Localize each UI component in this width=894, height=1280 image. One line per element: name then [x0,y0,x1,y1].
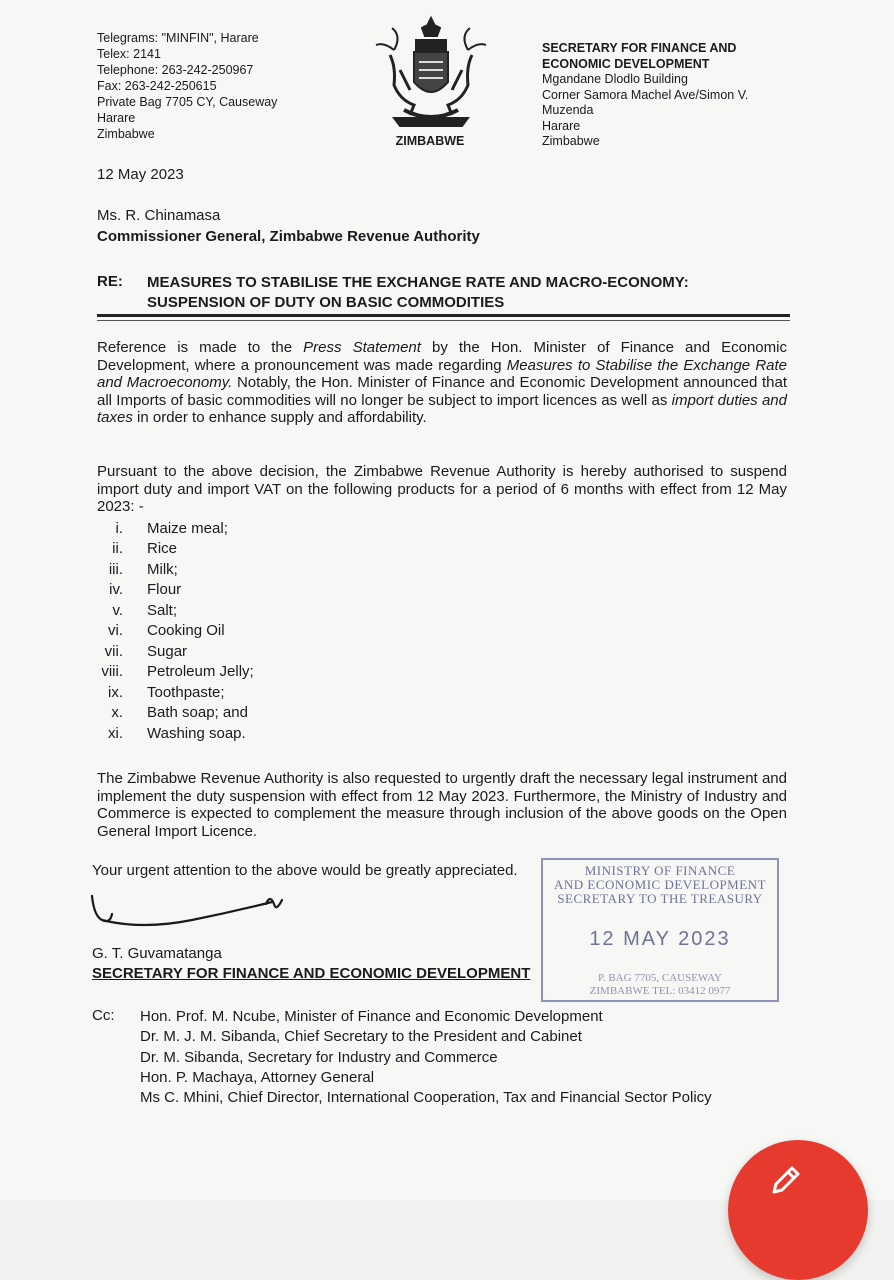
cc-list [140,1007,712,1108]
text-run-italic: import duties and taxes [97,391,787,426]
list-text: Petroleum Jelly; [147,663,254,681]
list-text: Washing soap. [147,724,246,742]
stamp-line: SECRETARY TO THE TREASURY [557,891,763,906]
recipient-title: Commissioner General, Zimbabwe Revenue Authority [97,228,480,245]
subject-label: RE: [97,273,123,290]
list-item [97,539,254,560]
text-run-italic: Press Statement [303,339,421,356]
body-paragraph-3: The Zimbabwe Revenue Authority is also requested to urgently draft the necessary legal instrument and implement the duty suspension with effect from 12 May 2023. Furthermore, the Ministry of Industry and Commerce is expected to complement the measure through inclusion of the above goods on the Open General Import Licence. [97,770,787,840]
signer-name: G. T. Guvamatanga [92,945,222,962]
list-text: Milk; [147,560,178,578]
list-numeral: iv. [109,581,123,599]
crest-label: ZIMBABWE [395,134,465,148]
recipient-block [97,205,480,247]
cc-recipient: Dr. M. Sibanda, Secretary for Industry and Commerce [140,1048,498,1066]
list-text: Rice [147,540,178,558]
list-item [97,682,254,703]
text-run: Reference is made to the [97,339,304,356]
edit-button[interactable] [728,1140,868,1280]
cc-recipient: Hon. P. Machaya, Attorney General [140,1068,375,1086]
subject-text: MEASURES TO STABILISE THE EXCHANGE RATE AND MACRO-ECONOMY: SUSPENSION OF DUTY ON BASIC COMMODITIES [147,274,689,311]
commodity-list [97,518,254,744]
official-stamp [541,858,779,1002]
list-item [97,600,254,621]
handwritten-signature [88,890,288,940]
body-paragraph-1 [97,339,787,427]
list-item [97,662,254,683]
list-numeral: i. [115,519,123,537]
subject-divider-thick [97,314,790,317]
letter-date: 12 May 2023 [97,166,184,183]
closing-line: Your urgent attention to the above would be greatly appreciated. [92,862,518,879]
stamp-line: AND ECONOMIC DEVELOPMENT [553,877,767,892]
cc-recipient: Hon. Prof. M. Ncube, Minister of Finance and Economic Development [140,1008,603,1025]
pencil-edit-icon [766,1162,806,1202]
address-line: Harare [542,118,581,133]
list-numeral: viii. [101,663,123,681]
stamp-date: 12 MAY 2023 [589,928,731,950]
list-text: Cooking Oil [147,622,225,640]
subject-divider-thin [97,320,790,321]
list-numeral: xi. [108,724,123,742]
zimbabwe-coat-of-arms-icon [364,10,498,150]
list-text: Salt; [147,601,178,619]
list-numeral: vii. [104,642,123,660]
list-numeral: x. [111,704,123,722]
list-item [97,641,254,662]
signer-title: SECRETARY FOR FINANCE AND ECONOMIC DEVELOPMENT [92,965,531,982]
list-item [97,580,254,601]
recipient-name: Ms. R. Chinamasa [97,207,221,224]
list-numeral: ii. [112,540,123,558]
list-item [97,723,254,744]
stamp-line: P. BAG 7705, CAUSEWAY [598,972,722,984]
address-line: Mgandane Dlodlo Building [542,72,688,86]
list-item [97,559,254,580]
cc-label: Cc: [92,1007,115,1024]
list-text: Sugar [147,642,188,660]
list-text: Flour [147,581,182,599]
list-text: Toothpaste; [147,683,225,701]
list-numeral: ix. [108,683,123,701]
list-text: Bath soap; and [147,704,248,722]
ministry-title: SECRETARY FOR FINANCE AND ECONOMIC DEVELOPMENT [542,41,737,71]
contact-line: Telephone: 263-242-250967 [97,63,254,77]
contact-line: Harare [97,111,136,125]
contact-line: Fax: 263-242-250615 [97,79,217,93]
text-run-italic: Measures to Stabilise the Exchange Rate and Macroeconomy. [97,356,787,391]
address-line: Zimbabwe [542,134,600,148]
contact-line: Private Bag 7705 CY, Causeway [97,95,278,109]
stamp-line: MINISTRY OF FINANCE [584,863,736,878]
text-run: Notably, the Hon. Minister of Finance and Economic Development announced that all Imports of basic commodities will no longer be subject to import licences as well as [97,374,787,409]
body-paragraph-2: Pursuant to the above decision, the Zimbabwe Revenue Authority is hereby authorised to suspend import duty and import VAT on the following products for a period of 6 months with effect from 12 May 2023: - [97,463,787,515]
list-item [97,518,254,539]
cc-recipient: Dr. M. J. M. Sibanda, Chief Secretary to the President and Cabinet [140,1028,582,1046]
ministry-address-block [542,41,802,150]
list-numeral: vi. [108,622,123,640]
contact-line: Zimbabwe [97,127,155,141]
address-line: Corner Samora Machel Ave/Simon V. Muzenda [542,87,749,117]
list-numeral: v. [112,601,123,619]
list-item [97,621,254,642]
list-numeral: iii. [108,560,123,578]
stamp-line: ZIMBABWE TEL: 03412 0977 [589,985,731,997]
list-text: Maize meal; [147,519,228,537]
contact-line: Telex: 2141 [97,47,161,61]
sender-contact-block [97,30,277,142]
list-item [97,703,254,724]
text-run: in order to enhance supply and affordability. [132,409,427,426]
text-run: by the Hon. Minister of Finance and Economic Development, where a pronouncement was made regarding [97,339,787,374]
contact-line: Telegrams: "MINFIN", Harare [97,31,259,45]
cc-recipient: Ms C. Mhini, Chief Director, International Cooperation, Tax and Financial Sector Policy [140,1089,712,1107]
